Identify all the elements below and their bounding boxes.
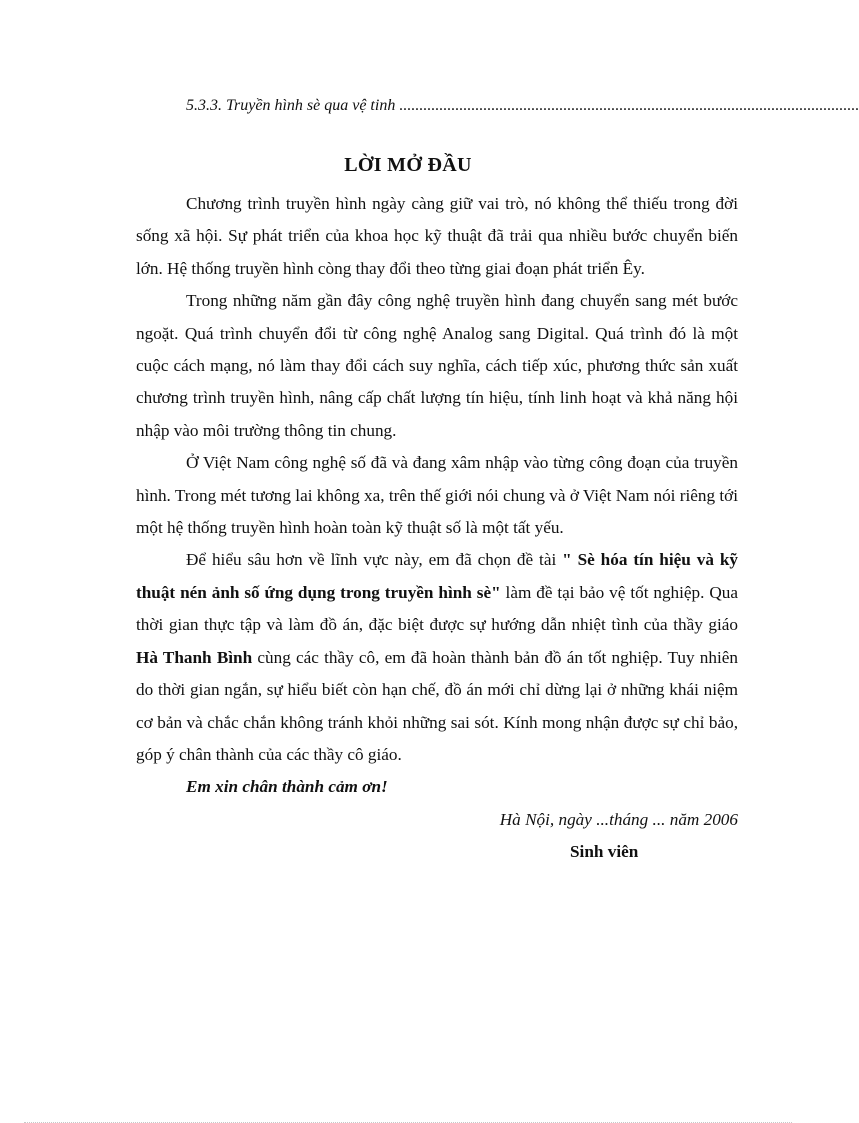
- paragraph-3: Ở Việt Nam công nghệ số đã và đang xâm nhập vào từng công đoạn của truyền hình. Trong mét tương lai không xa, trên thế giới nói chung và ở Việt Nam nói riêng tới một hệ thống truyền hình hoàn toàn kỹ thuật số là một tất yếu.: [136, 453, 738, 538]
- paragraph-4-end: cùng các thầy cô, em đã hoàn thành bản đồ án tốt nghiệp. Tuy nhiên do thời gian ngắn, sự hiểu biết còn hạn chế, đồ án mới chỉ dừng lại ở những khái niệm cơ bản và chắc chắn không tránh khỏi những sai sót. Kính mong nhận được sự chỉ bảo, góp ý chân thành của các thầy cô giáo.: [136, 647, 738, 764]
- paragraph-2: Trong những năm gần đây công nghệ truyền hình đang chuyển sang mét bước ngoặt. Quá trình chuyển đổi từ công nghệ Analog sang Digital. Quá trình đó là một cuộc cách mạng, nó làm thay đổi cách suy nghĩa, cách tiếp xúc, phương thức sản xuất chương trình truyền hình, nâng cấp chất lượng tín hiệu, tính linh hoạt và khả năng hội nhập vào môi trường thông tin chung.: [136, 291, 738, 440]
- paragraph-4-start: Để hiểu sâu hơn về lĩnh vực này, em đã chọn đề tài: [186, 550, 563, 570]
- body-text: [136, 188, 738, 869]
- paragraph-4: [136, 544, 738, 771]
- toc-entry: [186, 96, 859, 116]
- page-title: LỜI MỞ ĐẦU: [344, 154, 472, 176]
- paragraph-1: Chương trình truyền hình ngày càng giữ vai trò, nó không thể thiếu trong đời sống xã hội. Sự phát triển của khoa học kỹ thuật đã trải qua nhiều bước chuyển biến lớn. Hệ thống truyền hình còng thay đổi theo từng giai đoạn phát triển Êy.: [136, 194, 738, 278]
- advisor-name: Hà Thanh Bình: [136, 647, 253, 667]
- toc-entry-text: 5.3.3. Truyền hình sè qua vệ tinh: [186, 97, 400, 114]
- date-line: Hà Nội, ngày ...tháng ... năm 2006: [499, 809, 738, 829]
- toc-leader-dots: ...................................................................................................................: [399, 97, 859, 114]
- signer-label: Sinh viên: [570, 842, 639, 862]
- thesis-topic: " Sè hóa tín hiệu và kỹ thuật nén ảnh số ứng dụng trong truyền hình sè": [136, 550, 738, 602]
- paragraph-4-middle: làm đề tại bảo vệ tốt nghiệp. Qua thời gian thực tập và làm đồ án, đặc biệt được sự hướng dẫn nhiệt tình của thầy giáo: [136, 582, 738, 635]
- thanks-line: Em xin chân thành cảm ơn!: [186, 777, 388, 797]
